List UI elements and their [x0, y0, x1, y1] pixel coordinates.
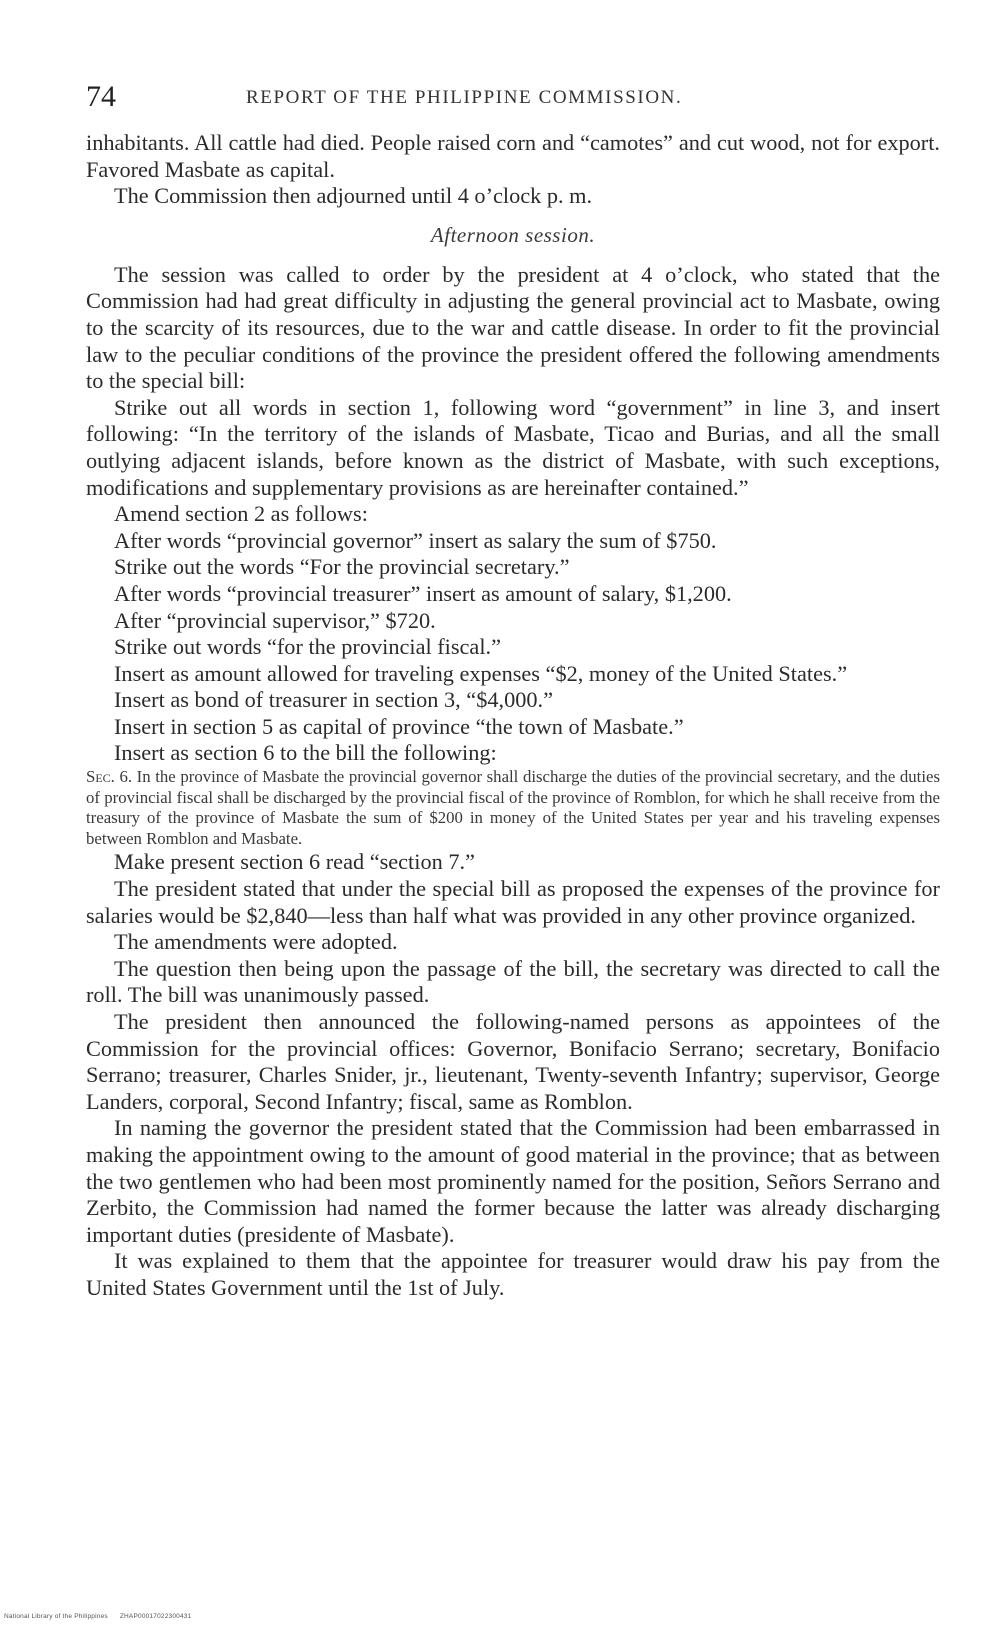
paragraph: The question then being upon the passage of the bill, the secretary was directed to call the roll. The bill was unanimously passed. — [86, 955, 940, 1008]
paragraph: The president stated that under the special bill as proposed the expenses of the province for salaries would be $2,840—less than half what was provided in any other province organized. — [86, 876, 940, 928]
paragraph: The president then announced the following-named persons as appointees of the Commission for the provincial offices: Governor, Bonifacio Serrano; secretary, Bonifacio Serrano; treasurer, Charles Snider, jr., lieutenant, Twenty-seventh Infantry; supervisor, George Landers, corporal, Second Infantry; fiscal, same as Romblon. — [86, 1009, 940, 1114]
running-head: REPORT OF THE PHILIPPINE COMMISSION. — [246, 87, 683, 108]
paragraph: After “provincial supervisor,” $720. — [114, 607, 436, 633]
paragraph: It was explained to them that the appointee for treasurer would draw his pay from the United States Government until the 1st of July. — [86, 1248, 940, 1300]
paragraph: Strike out all words in section 1, following word “government” in line 3, and insert following: “In the territory of the islands of Masbate, Ticao and Burias, and all the small outlying adjacent islands, before known as the district of Masbate, with such exceptions, modifications and supplementary provisions as are hereinafter contained.” — [86, 394, 940, 500]
paragraph: inhabitants. All cattle had died. People raised corn and “camotes” and cut wood, not for export. Favored Masbate as capital. — [86, 130, 940, 182]
page-body — [86, 130, 940, 1302]
section-heading: Afternoon session. — [430, 222, 596, 247]
paragraph: Insert in section 5 as capital of province “the town of Masbate.” — [114, 713, 684, 739]
page-header — [86, 80, 946, 114]
paragraph: Amend section 2 as follows: — [114, 501, 368, 527]
quoted-section-text: In the province of Masbate the provincial governor shall discharge the duties of the provincial secretary, and the duties of provincial fiscal shall be discharged by the provincial fiscal of the province of Romblon, for which he shall receive from the treasury of the province of Masbate the sum of $200 in money of the United States per year and his traveling expenses between Romblon and Masbate. — [86, 767, 940, 848]
paragraph: Strike out the words “For the provincial secretary.” — [114, 554, 570, 580]
paragraph: Make present section 6 read “section 7.” — [114, 849, 475, 875]
paragraph: The session was called to order by the president at 4 o’clock, who stated that the Commission had had great difficulty in adjusting the general provincial act to Masbate, owing to the scarcity of its resources, due to the war and cattle disease. In order to fit the provincial law to the peculiar conditions of the province the president offered the following amendments to the special bill: — [86, 261, 940, 394]
paragraph: The amendments were adopted. — [114, 929, 398, 955]
quoted-section-label: Sec. 6. — [86, 767, 133, 787]
paragraph: Strike out words “for the provincial fiscal.” — [114, 634, 501, 660]
paragraph: After words “provincial governor” insert as salary the sum of $750. — [114, 527, 717, 553]
scan-footer: National Library of the Philippines ZHAP00017022300431 — [4, 1613, 192, 1620]
paragraph: Insert as amount allowed for traveling expenses “$2, money of the United States.” — [114, 660, 848, 686]
paragraph: The Commission then adjourned until 4 o’clock p. m. — [114, 183, 593, 209]
paragraph: Insert as bond of treasurer in section 3, “$4,000.” — [114, 687, 553, 713]
quoted-section — [86, 767, 940, 849]
page-number: 74 — [86, 80, 116, 113]
paragraph: In naming the governor the president stated that the Commission had been embarrassed in making the appointment owing to the amount of good material in the province; that as between the two gentlemen who had been most prominently named for the position, Señors Serrano and Zerbito, the Commission had named the former because the latter was already discharging important duties (presidente of Masbate). — [86, 1115, 940, 1247]
paragraph: After words “provincial treasurer” insert as amount of salary, $1,200. — [114, 580, 732, 606]
paragraph: Insert as section 6 to the bill the following: — [114, 740, 497, 766]
